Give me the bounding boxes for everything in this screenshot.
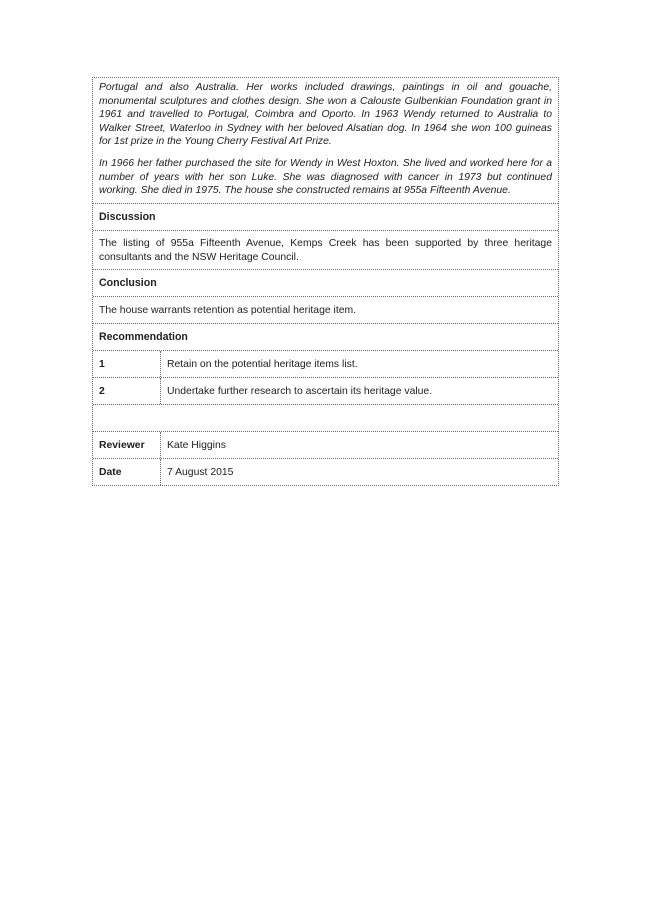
biography-section: [93, 78, 558, 203]
discussion-section: [93, 230, 558, 270]
conclusion-text: The house warrants retention as potential heritage item.: [93, 296, 558, 323]
recommendation-text: Retain on the potential heritage items list.: [167, 359, 358, 371]
review-date: 7 August 2015: [167, 467, 234, 479]
recommendation-heading: Recommendation: [93, 323, 558, 350]
discussion-text: The listing of 955a Fifteenth Avenue, Kemps Creek has been supported by three heritage consultants and the NSW Heritage Council.: [99, 237, 552, 263]
recommendation-row: [93, 350, 558, 377]
recommendation-number: 2: [93, 378, 161, 404]
reviewer-row: [93, 431, 558, 458]
biography-paragraph-2: In 1966 her father purchased the site for Wendy in West Hoxton. She lived and worked here for a number of years with her son Luke. She was diagnosed with cancer in 1973 but continued working. She died in 1975. The house she constructed remains at 955a Fifteenth Avenue.: [99, 157, 552, 197]
conclusion-heading: Conclusion: [93, 269, 558, 296]
recommendation-number: 1: [93, 351, 161, 377]
reviewer-label: Reviewer: [93, 432, 161, 458]
date-label: Date: [93, 459, 161, 485]
heritage-assessment-table: [92, 77, 559, 486]
reviewer-name: Kate Higgins: [167, 440, 226, 452]
blank-row: [93, 404, 558, 431]
recommendation-text: Undertake further research to ascertain its heritage value.: [167, 386, 433, 398]
date-row: [93, 458, 558, 485]
discussion-heading: Discussion: [93, 203, 558, 230]
recommendation-row: [93, 377, 558, 404]
biography-paragraph-1: Portugal and also Australia. Her works included drawings, paintings in oil and gouache, monumental sculptures and clothes design. She won a Calouste Gulbenkian Foundation grant in 1961 and travelled to Portugal, Coimbra and Oporto. In 1963 Wendy returned to Australia to Walker Street, Waterloo in Sydney with her beloved Alsatian dog. In 1964 she won 100 guineas for 1st prize in the Young Cherry Festival Art Prize.: [99, 82, 552, 148]
